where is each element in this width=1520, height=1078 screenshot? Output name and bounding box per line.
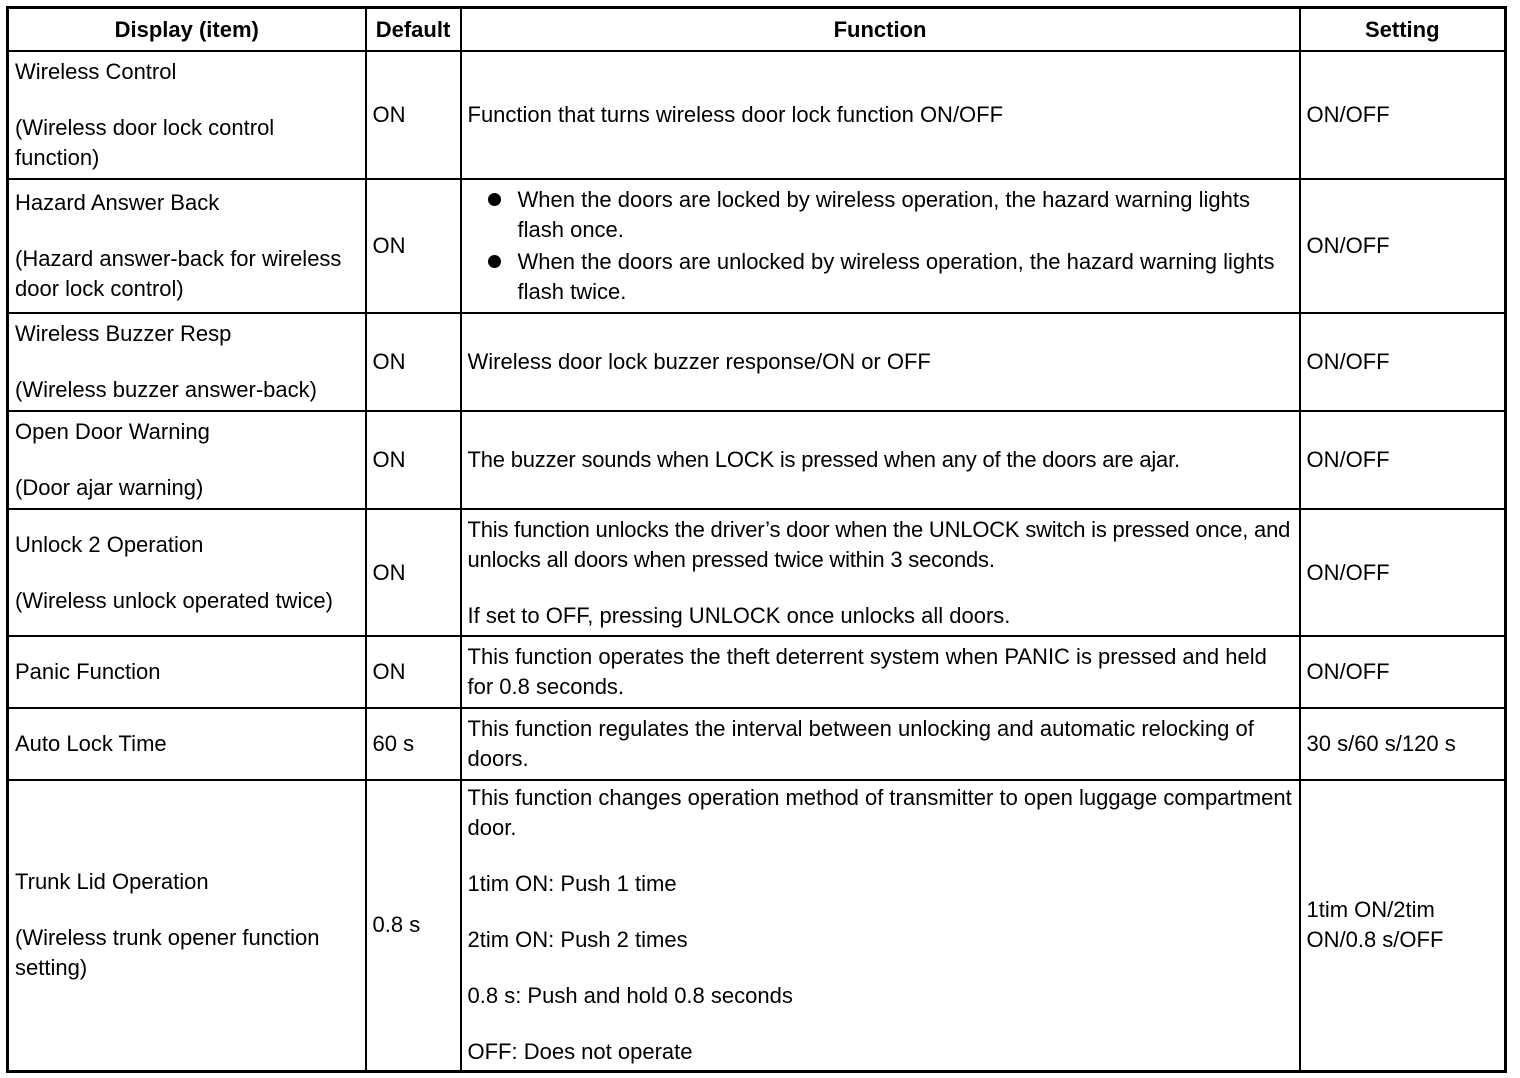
default-cell: 60 s [366,708,461,780]
function-note: If set to OFF, pressing UNLOCK once unlocks all doors. [467,602,1011,628]
default-cell: 0.8 s [366,780,461,1071]
bullet-dot-icon [488,255,501,268]
table-row [8,179,1506,313]
wireless-settings-table [6,6,1507,1073]
option-item: 0.8 s: Push and hold 0.8 seconds [467,983,793,1009]
display-main: Wireless Buzzer Resp [15,321,232,346]
default-cell: ON [366,179,461,313]
display-main: Auto Lock Time [15,731,167,756]
setting-cell: ON/OFF [1300,51,1506,179]
table-row [8,411,1506,509]
header-row [8,8,1506,52]
display-main: Wireless Control [15,59,177,84]
display-cell [8,51,366,179]
table-row [8,636,1506,708]
display-sub: (Door ajar warning) [15,475,204,500]
setting-cell: ON/OFF [1300,179,1506,313]
function-cell [461,780,1300,1071]
option-item: 1tim ON: Push 1 time [467,871,677,897]
settings-table-container [6,6,1507,1073]
setting-cell: 1tim ON/2tim ON/0.8 s/OFF [1300,780,1506,1071]
header-default: Default [366,8,461,52]
default-cell: ON [366,411,461,509]
display-cell [8,708,366,780]
header-display: Display (item) [8,8,366,52]
function-cell: Function that turns wireless door lock function ON/OFF [461,51,1300,179]
function-cell: This function regulates the interval between unlocking and automatic relocking of doors. [461,708,1300,780]
display-cell [8,411,366,509]
table-row [8,780,1506,1071]
display-sub: (Hazard answer-back for wireless door lock control) [15,246,342,301]
display-main: Unlock 2 Operation [15,531,204,557]
table-row [8,313,1506,411]
function-cell: The buzzer sounds when LOCK is pressed when any of the doors are ajar. [461,411,1300,509]
function-text: This function changes operation method of transmitter to open luggage compartment door. [467,785,1292,841]
bullet-item: When the doors are unlocked by wireless operation, the hazard warning lights flash twice. [468,247,1293,307]
function-cell: This function operates the theft deterrent system when PANIC is pressed and held for 0.8 seconds. [461,636,1300,708]
default-cell: ON [366,509,461,636]
setting-cell: ON/OFF [1300,313,1506,411]
display-cell [8,313,366,411]
bullet-list [468,185,1293,307]
function-text: This function unlocks the driver’s door when the UNLOCK switch is pressed once, and unlocks all doors when pressed twice within 3 seconds. [467,516,1291,572]
setting-cell: ON/OFF [1300,636,1506,708]
table-row [8,708,1506,780]
display-main: Trunk Lid Operation [15,869,209,895]
setting-cell: 30 s/60 s/120 s [1300,708,1506,780]
function-cell [461,509,1300,636]
option-item: 2tim ON: Push 2 times [467,927,688,953]
bullet-dot-icon [488,193,501,206]
function-cell: Wireless door lock buzzer response/ON or OFF [461,313,1300,411]
option-item: OFF: Does not operate [467,1039,693,1065]
display-sub: (Wireless buzzer answer-back) [15,377,317,402]
display-cell [8,780,366,1071]
display-main: Open Door Warning [15,419,210,444]
display-sub: (Wireless trunk opener function setting) [15,925,320,981]
table-row [8,509,1506,636]
display-main: Hazard Answer Back [15,190,220,215]
display-main: Panic Function [15,659,161,684]
setting-cell: ON/OFF [1300,411,1506,509]
default-cell: ON [366,51,461,179]
function-cell [461,179,1300,313]
header-function: Function [461,8,1300,52]
display-cell [8,636,366,708]
table-row [8,51,1506,179]
setting-cell: ON/OFF [1300,509,1506,636]
display-sub: (Wireless door lock control function) [15,115,275,170]
bullet-item: When the doors are locked by wireless operation, the hazard warning lights flash once. [468,185,1293,245]
display-cell [8,509,366,636]
default-cell: ON [366,313,461,411]
display-sub: (Wireless unlock operated twice) [15,587,333,613]
display-cell [8,179,366,313]
default-cell: ON [366,636,461,708]
header-setting: Setting [1300,8,1506,52]
